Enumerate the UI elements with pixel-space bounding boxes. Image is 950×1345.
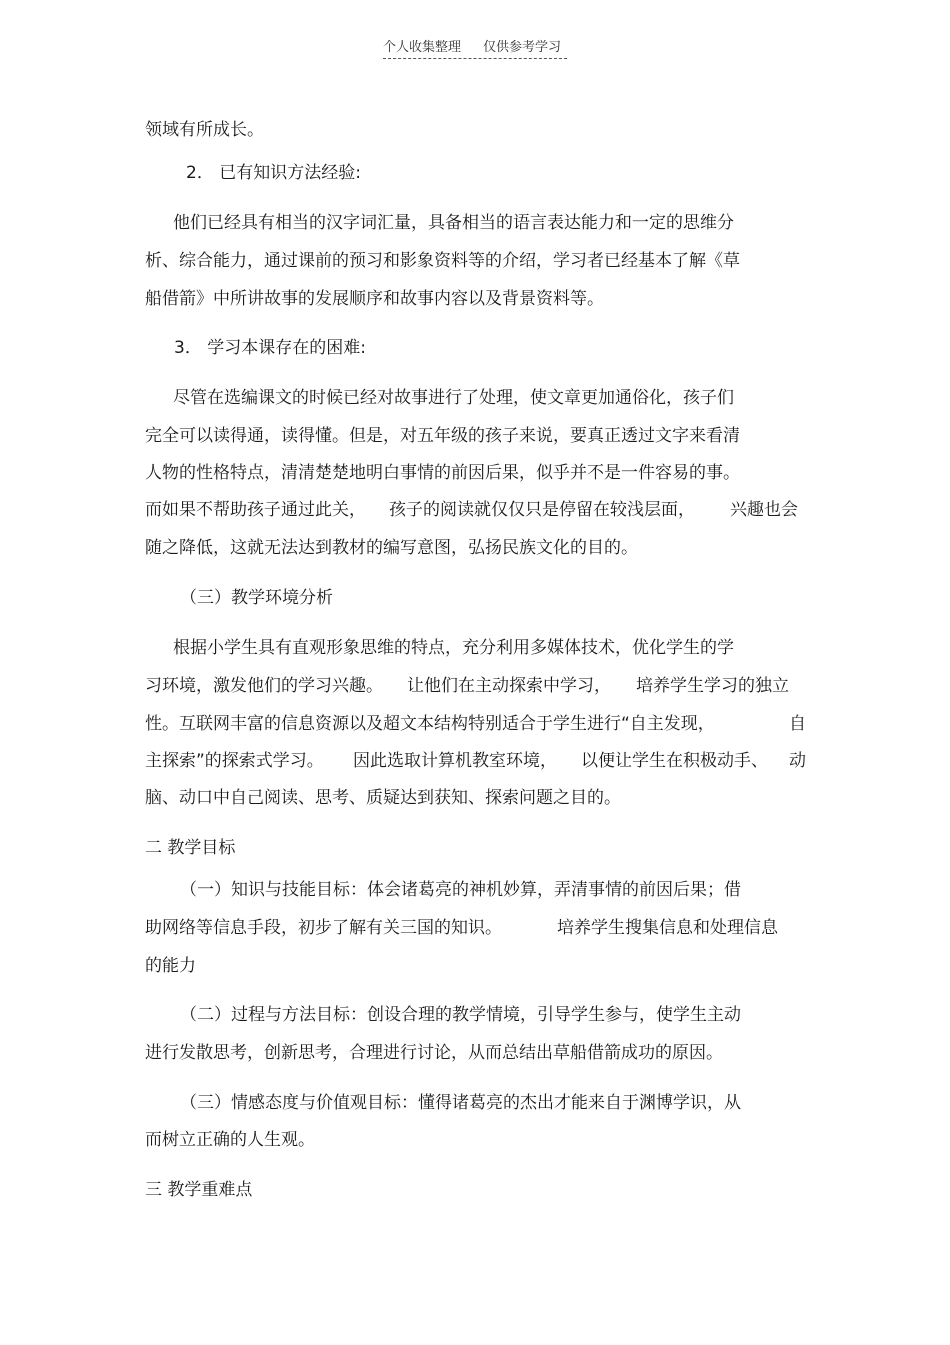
text-line: 析、综合能力，通过课前的预习和影象资料等的介绍，学习者已经基本了解《草 [145, 251, 740, 271]
text-line: 而如果不帮助孩子通过此关， [145, 500, 366, 520]
header-right-text: 仅供参考学习 [483, 40, 562, 55]
text-line: 动 [789, 751, 806, 771]
text-line: 完全可以读得通，读得懂。但是，对五年级的孩子来说，要真正透过文字来看清 [145, 426, 740, 446]
text-line: 船借箭》中所讲故事的发展顺序和故事内容以及背景资料等。 [145, 289, 604, 309]
section-heading: （三）教学环境分析 [180, 588, 333, 608]
text-line: 进行发散思考，创新思考，合理进行讨论，从而总结出草船借箭成功的原因。 [145, 1043, 723, 1063]
text-line: （二）过程与方法目标：创设合理的教学情境，引导学生参与，使学生主动 [180, 1005, 741, 1025]
text-line: （三）情感态度与价值观目标：懂得诸葛亮的杰出才能来自于渊博学识，从 [180, 1093, 741, 1113]
text-line: 主探索”的探索式学习。 [145, 751, 324, 771]
chapter-heading: 二 教学目标 [145, 838, 236, 858]
text-line: 培养学生搜集信息和处理信息 [557, 918, 778, 938]
text-line: 根据小学生具有直观形象思维的特点，充分利用多媒体技术，优化学生的学 [173, 638, 734, 658]
text-line: 人物的性格特点，清清楚楚地明白事情的前因后果，似乎并不是一件容易的事。 [145, 463, 740, 483]
text-line: 而树立正确的人生观。 [145, 1130, 315, 1150]
text-line: 领域有所成长。 [145, 120, 264, 140]
text-line: 他们已经具有相当的汉字词汇量，具备相当的语言表达能力和一定的思维分 [173, 213, 734, 233]
header-left-text: 个人收集整理 [383, 40, 462, 55]
text-line: 自 [789, 714, 806, 734]
text-line: 因此选取计算机教室环境， [353, 751, 557, 771]
text-line: 性。互联网丰富的信息资源以及超文本结构特别适合于学生进行“自主发现， [145, 714, 715, 734]
text-line: 培养学生学习的独立 [636, 676, 789, 696]
chapter-heading: 三 教学重难点 [145, 1180, 253, 1200]
page-header [383, 38, 567, 59]
text-line: 以便让学生在积极动手、 [581, 751, 768, 771]
text-line: 随之降低，这就无法达到教材的编写意图，弘扬民族文化的目的。 [145, 538, 638, 558]
text-line: 兴趣也会 [730, 500, 798, 520]
subheading: 2． 已有知识方法经验: [186, 163, 361, 183]
text-line: （一）知识与技能目标：体会诸葛亮的神机妙算，弄清事情的前因后果；借 [180, 880, 741, 900]
text-line: 尽管在选编课文的时候已经对故事进行了处理，使文章更加通俗化，孩子们 [173, 388, 734, 408]
text-line: 的能力 [145, 956, 196, 976]
text-line: 助网络等信息手段，初步了解有关三国的知识。 [145, 918, 502, 938]
subheading: 3． 学习本课存在的困难: [174, 338, 366, 358]
text-line: 让他们在主动探索中学习， [407, 676, 611, 696]
text-line: 脑、动口中自己阅读、思考、质疑达到获知、探索问题之目的。 [145, 788, 621, 808]
text-line: 习环境，激发他们的学习兴趣。 [145, 676, 383, 696]
text-line: 孩子的阅读就仅仅只是停留在较浅层面， [389, 500, 695, 520]
